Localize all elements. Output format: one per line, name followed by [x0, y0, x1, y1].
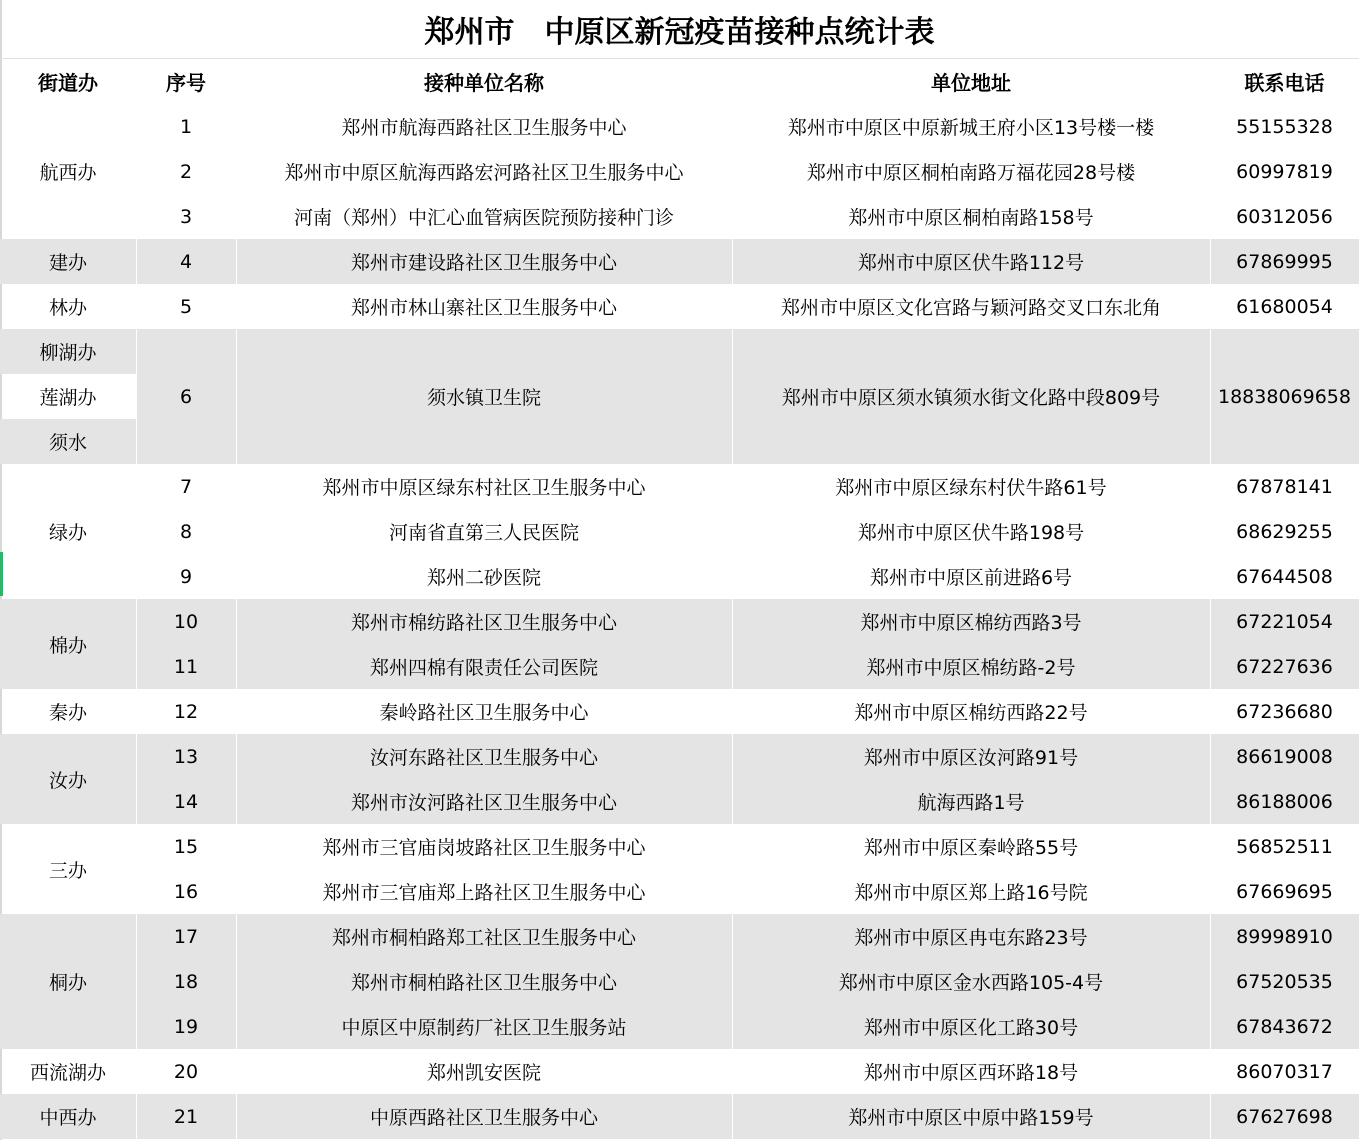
address-cell[interactable]: 郑州市中原区伏牛路112号	[732, 239, 1210, 284]
phone-cell[interactable]: 86619008	[1210, 734, 1359, 779]
phone-cell[interactable]: 89998910	[1210, 914, 1359, 959]
phone-cell[interactable]: 67644508	[1236, 565, 1333, 588]
district-cell[interactable]: 航西办	[39, 162, 97, 184]
column-divider	[1210, 104, 1211, 1139]
address-cell[interactable]: 郑州市中原区文化宫路与颖河路交叉口东北角	[780, 297, 1161, 319]
phone-cell[interactable]: 67227636	[1210, 644, 1359, 689]
unit-name-cell[interactable]: 郑州四棉有限责任公司医院	[236, 644, 732, 689]
district-cell[interactable]: 西流湖办	[29, 1062, 106, 1084]
district-cell[interactable]: 须水	[0, 419, 136, 464]
unit-name-cell[interactable]: 郑州市棉纺路社区卫生服务中心	[236, 599, 732, 644]
district-cell[interactable]: 棉办	[0, 599, 136, 689]
phone-cell[interactable]: 67520535	[1210, 959, 1359, 1004]
header-address[interactable]: 单位地址	[931, 70, 1011, 95]
unit-name-cell[interactable]: 郑州市中原区航海西路宏河路社区卫生服务中心	[284, 162, 684, 184]
phone-cell[interactable]: 67236680	[1236, 700, 1333, 723]
seq-cell[interactable]: 10	[136, 599, 236, 644]
unit-name-cell[interactable]: 郑州二砂医院	[426, 567, 541, 589]
unit-name-cell[interactable]: 汝河东路社区卫生服务中心	[236, 734, 732, 779]
district-cell[interactable]: 莲湖办	[39, 387, 97, 409]
address-cell[interactable]: 郑州市中原区西环路18号	[863, 1062, 1079, 1084]
page-title: 郑州市 中原区新冠疫苗接种点统计表	[0, 0, 1359, 59]
address-cell[interactable]: 郑州市中原区棉纺西路3号	[732, 599, 1210, 644]
address-cell[interactable]: 郑州市中原区绿东村伏牛路61号	[835, 477, 1107, 499]
seq-cell[interactable]: 16	[173, 880, 199, 903]
address-cell[interactable]: 郑州市中原区中原新城王府小区13号楼一楼	[787, 117, 1155, 139]
phone-cell[interactable]: 18838069658	[1210, 329, 1359, 464]
header-district[interactable]: 街道办	[38, 70, 98, 95]
header-seq[interactable]: 序号	[166, 70, 206, 95]
address-cell[interactable]: 郑州市中原区郑上路16号院	[854, 882, 1088, 904]
seq-cell[interactable]: 7	[179, 475, 193, 498]
seq-cell[interactable]: 12	[173, 700, 199, 723]
header-unit[interactable]: 接种单位名称	[424, 70, 544, 95]
address-cell[interactable]: 郑州市中原区汝河路91号	[732, 734, 1210, 779]
district-cell[interactable]: 汝办	[0, 734, 136, 824]
header-phone[interactable]: 联系电话	[1244, 70, 1325, 95]
phone-cell[interactable]: 56852511	[1236, 835, 1333, 858]
unit-name-cell[interactable]: 郑州市建设路社区卫生服务中心	[236, 239, 732, 284]
district-cell[interactable]: 建办	[0, 239, 136, 284]
address-cell[interactable]: 郑州市中原区须水镇须水街文化路中段809号	[732, 329, 1210, 464]
unit-name-cell[interactable]: 郑州市航海西路社区卫生服务中心	[341, 117, 627, 139]
unit-name-cell[interactable]: 河南（郑州）中汇心血管病医院预防接种门诊	[293, 207, 674, 229]
phone-cell[interactable]: 60997819	[1236, 160, 1333, 183]
address-cell[interactable]: 郑州市中原区棉纺路-2号	[732, 644, 1210, 689]
address-cell[interactable]: 郑州市中原区桐柏南路158号	[848, 207, 1094, 229]
seq-cell[interactable]: 11	[136, 644, 236, 689]
seq-cell[interactable]: 2	[179, 160, 193, 183]
district-cell[interactable]: 三办	[48, 859, 87, 882]
district-cell[interactable]: 中西办	[0, 1094, 136, 1139]
unit-name-cell[interactable]: 中原区中原制药厂社区卫生服务站	[236, 1004, 732, 1049]
address-cell[interactable]: 郑州市中原区中原中路159号	[732, 1094, 1210, 1139]
address-cell[interactable]: 郑州市中原区化工路30号	[732, 1004, 1210, 1049]
unit-name-cell[interactable]: 郑州市中原区绿东村社区卫生服务中心	[322, 477, 646, 499]
seq-cell[interactable]: 20	[173, 1060, 199, 1083]
seq-cell[interactable]: 15	[173, 835, 199, 858]
district-cell[interactable]: 秦办	[48, 702, 87, 724]
column-divider	[732, 104, 733, 1139]
column-divider	[136, 104, 137, 1139]
unit-name-cell[interactable]: 郑州凯安医院	[426, 1062, 541, 1084]
seq-cell[interactable]: 5	[179, 295, 193, 318]
district-cell[interactable]: 林办	[48, 297, 87, 319]
seq-cell[interactable]: 14	[136, 779, 236, 824]
address-cell[interactable]: 航海西路1号	[732, 779, 1210, 824]
phone-cell[interactable]: 60312056	[1236, 205, 1333, 228]
address-cell[interactable]: 郑州市中原区伏牛路198号	[857, 522, 1085, 544]
address-cell[interactable]: 郑州市中原区前进路6号	[869, 567, 1073, 589]
phone-cell[interactable]: 68629255	[1236, 520, 1333, 543]
unit-name-cell[interactable]: 郑州市三官庙岗坡路社区卫生服务中心	[322, 837, 646, 859]
district-cell[interactable]: 桐办	[0, 914, 136, 1049]
phone-cell[interactable]: 67843672	[1210, 1004, 1359, 1049]
unit-name-cell[interactable]: 秦岭路社区卫生服务中心	[379, 702, 589, 724]
phone-cell[interactable]: 55155328	[1236, 115, 1333, 138]
phone-cell[interactable]: 61680054	[1236, 295, 1333, 318]
phone-cell[interactable]: 67869995	[1210, 239, 1359, 284]
seq-cell[interactable]: 6	[136, 329, 236, 464]
phone-cell[interactable]: 67627698	[1210, 1094, 1359, 1139]
phone-cell[interactable]: 67221054	[1210, 599, 1359, 644]
seq-cell[interactable]: 1	[179, 115, 193, 138]
unit-name-cell[interactable]: 河南省直第三人民医院	[388, 522, 579, 544]
unit-name-cell[interactable]: 郑州市桐柏路郑工社区卫生服务中心	[236, 914, 732, 959]
unit-name-cell[interactable]: 中原西路社区卫生服务中心	[236, 1094, 732, 1139]
seq-cell[interactable]: 17	[136, 914, 236, 959]
district-cell[interactable]: 绿办	[48, 522, 87, 544]
unit-name-cell[interactable]: 郑州市汝河路社区卫生服务中心	[236, 779, 732, 824]
seq-cell[interactable]: 9	[179, 565, 193, 588]
address-cell[interactable]: 郑州市中原区桐柏南路万福花园28号楼	[806, 162, 1136, 184]
unit-name-cell[interactable]: 郑州市三官庙郑上路社区卫生服务中心	[322, 882, 646, 904]
address-cell[interactable]: 郑州市中原区棉纺西路22号	[854, 702, 1088, 724]
seq-cell[interactable]: 13	[136, 734, 236, 779]
unit-name-cell[interactable]: 须水镇卫生院	[236, 329, 732, 464]
seq-cell[interactable]: 4	[136, 239, 236, 284]
address-cell[interactable]: 郑州市中原区金水西路105-4号	[732, 959, 1210, 1004]
seq-cell[interactable]: 19	[136, 1004, 236, 1049]
seq-cell[interactable]: 18	[136, 959, 236, 1004]
unit-name-cell[interactable]: 郑州市桐柏路社区卫生服务中心	[236, 959, 732, 1004]
phone-cell[interactable]: 67878141	[1236, 475, 1333, 498]
seq-cell[interactable]: 8	[179, 520, 193, 543]
district-cell[interactable]: 柳湖办	[0, 329, 136, 374]
phone-cell[interactable]: 67669695	[1236, 880, 1333, 903]
address-cell[interactable]: 郑州市中原区冉屯东路23号	[732, 914, 1210, 959]
unit-name-cell[interactable]: 郑州市林山寨社区卫生服务中心	[350, 297, 617, 319]
seq-cell[interactable]: 3	[179, 205, 193, 228]
phone-cell[interactable]: 86188006	[1210, 779, 1359, 824]
address-cell[interactable]: 郑州市中原区秦岭路55号	[863, 837, 1079, 859]
seq-cell[interactable]: 21	[136, 1094, 236, 1139]
phone-cell[interactable]: 86070317	[1236, 1060, 1333, 1083]
column-divider	[236, 104, 237, 1139]
